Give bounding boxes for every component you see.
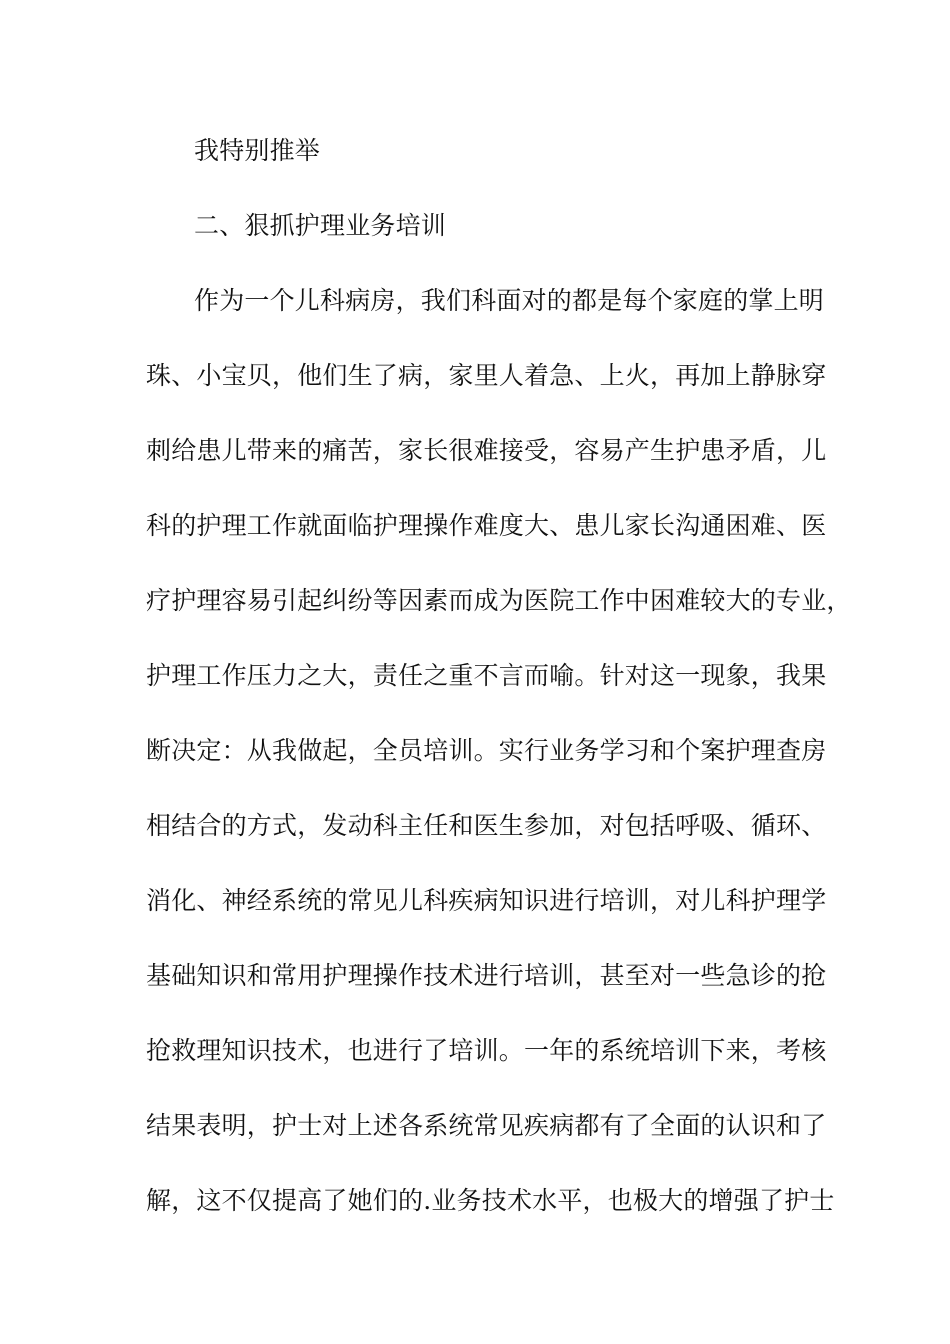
text-line-8: 护理工作压力之大，责任之重不言而喻。针对这一现象，我果 [146, 661, 827, 690]
section-heading: 二、狠抓护理业务培训 [194, 211, 447, 240]
text-line-7: 疗护理容易引起纠纷等因素而成为医院工作中困难较大的专业， [146, 586, 852, 615]
text-line-12: 基础知识和常用护理操作技术进行培训，甚至对一些急诊的抢 [146, 961, 827, 990]
text-line-11: 消化、神经系统的常见儿科疾病知识进行培训，对儿科护理学 [146, 886, 827, 915]
text-line-9: 断决定：从我做起，全员培训。实行业务学习和个案护理查房 [146, 736, 827, 765]
text-line-14: 结果表明，护士对上述各系统常见疾病都有了全面的认识和了 [146, 1111, 827, 1140]
text-line-6: 科的护理工作就面临护理操作难度大、患儿家长沟通困难、医 [146, 511, 827, 540]
text-line-10: 相结合的方式，发动科主任和医生参加，对包括呼吸、循环、 [146, 811, 827, 840]
text-line-5: 刺给患儿带来的痛苦，家长很难接受，容易产生护患矛盾，儿 [146, 436, 827, 465]
text-line-1: 我特别推举 [194, 136, 321, 165]
text-line-13: 抢救理知识技术，也进行了培训。一年的系统培训下来，考核 [146, 1036, 827, 1065]
text-line-3: 作为一个儿科病房，我们科面对的都是每个家庭的掌上明 [194, 286, 825, 315]
text-line-15: 解，这不仅提高了她们的.业务技术水平，也极大的增强了护士 [146, 1186, 835, 1215]
text-line-4: 珠、小宝贝，他们生了病，家里人着急、上火，再加上静脉穿 [146, 361, 827, 390]
